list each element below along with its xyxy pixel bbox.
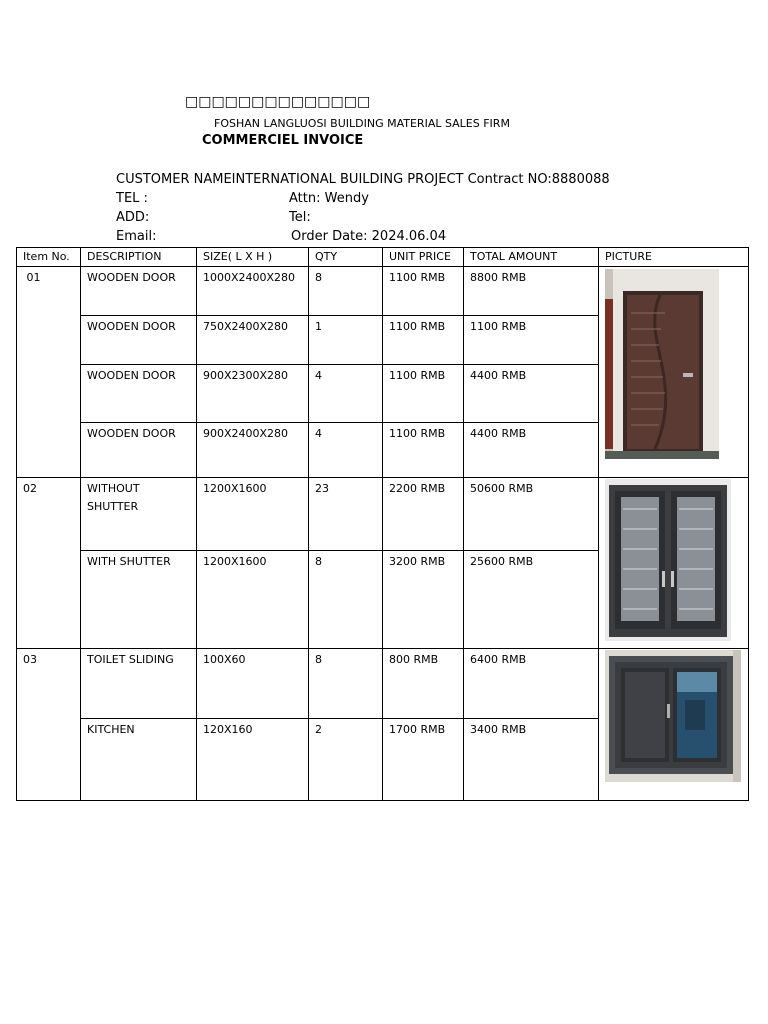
company-name-chinese: □□□□□□□□□□□□□□: [185, 94, 371, 110]
description-cell: WOODEN DOOR: [81, 316, 197, 365]
description-cell: KITCHEN: [81, 719, 197, 801]
total-cell: 4400 RMB: [464, 365, 599, 423]
wooden-door-image: [605, 269, 719, 459]
header-picture: PICTURE: [599, 248, 749, 267]
size-cell: 100X60: [197, 649, 309, 719]
description-cell: WOODEN DOOR: [81, 423, 197, 478]
unit-price-cell: 1100 RMB: [383, 267, 464, 316]
item-no-cell: 02: [17, 478, 81, 649]
unit-price-cell: 1100 RMB: [383, 316, 464, 365]
unit-price-cell: 1100 RMB: [383, 365, 464, 423]
total-cell: 3400 RMB: [464, 719, 599, 801]
company-name-english: FOSHAN LANGLUOSI BUILDING MATERIAL SALES FIRM: [214, 117, 510, 130]
tel2-label: Tel:: [289, 210, 311, 225]
size-cell: 1000X2400X280: [197, 267, 309, 316]
total-cell: 4400 RMB: [464, 423, 599, 478]
unit-price-cell: 800 RMB: [383, 649, 464, 719]
description-cell: TOILET SLIDING: [81, 649, 197, 719]
header-qty: QTY: [309, 248, 383, 267]
table-row: [17, 649, 749, 719]
wooden-door-photo: [599, 267, 749, 478]
tel-label: TEL :: [116, 191, 148, 206]
header-unit-price: UNIT PRICE: [383, 248, 464, 267]
size-cell: 900X2300X280: [197, 365, 309, 423]
item-no-cell: 03: [17, 649, 81, 801]
qty-cell: 8: [309, 551, 383, 649]
description-cell: WOODEN DOOR: [81, 365, 197, 423]
total-cell: 6400 RMB: [464, 649, 599, 719]
qty-cell: 8: [309, 649, 383, 719]
sliding-window-photo: [599, 649, 749, 801]
size-cell: 750X2400X280: [197, 316, 309, 365]
qty-cell: 4: [309, 365, 383, 423]
casement-window-image: [605, 479, 731, 641]
size-cell: 900X2400X280: [197, 423, 309, 478]
unit-price-cell: 1700 RMB: [383, 719, 464, 801]
customer-line: CUSTOMER NAMEINTERNATIONAL BUILDING PROJECT Contract NO:8880088: [116, 172, 610, 187]
table-row: [17, 478, 749, 551]
unit-price-cell: 1100 RMB: [383, 423, 464, 478]
table-header-row: [17, 248, 749, 267]
header-item-no: Item No.: [17, 248, 81, 267]
casement-window-photo: [599, 478, 749, 649]
size-cell: 1200X1600: [197, 478, 309, 551]
item-no-cell: 01: [17, 267, 81, 478]
header-size: SIZE( L X H ): [197, 248, 309, 267]
qty-cell: 2: [309, 719, 383, 801]
description-cell: WITH SHUTTER: [81, 551, 197, 649]
size-cell: 1200X1600: [197, 551, 309, 649]
table-row: [17, 267, 749, 316]
unit-price-cell: 3200 RMB: [383, 551, 464, 649]
unit-price-cell: 2200 RMB: [383, 478, 464, 551]
add-label: ADD:: [116, 210, 150, 225]
qty-cell: 8: [309, 267, 383, 316]
qty-cell: 23: [309, 478, 383, 551]
header-total-amount: TOTAL AMOUNT: [464, 248, 599, 267]
header-description: DESCRIPTION: [81, 248, 197, 267]
description-cell: WOODEN DOOR: [81, 267, 197, 316]
order-date: Order Date: 2024.06.04: [291, 229, 447, 244]
total-cell: 50600 RMB: [464, 478, 599, 551]
attn-field: Attn: Wendy: [289, 191, 369, 206]
qty-cell: 1: [309, 316, 383, 365]
qty-cell: 4: [309, 423, 383, 478]
description-cell: WITHOUT SHUTTER: [81, 478, 197, 551]
total-cell: 8800 RMB: [464, 267, 599, 316]
invoice-table: [16, 247, 749, 801]
total-cell: 1100 RMB: [464, 316, 599, 365]
email-label: Email:: [116, 229, 157, 244]
total-cell: 25600 RMB: [464, 551, 599, 649]
document-title: COMMERCIEL INVOICE: [202, 133, 364, 148]
sliding-window-image: [605, 650, 741, 782]
size-cell: 120X160: [197, 719, 309, 801]
